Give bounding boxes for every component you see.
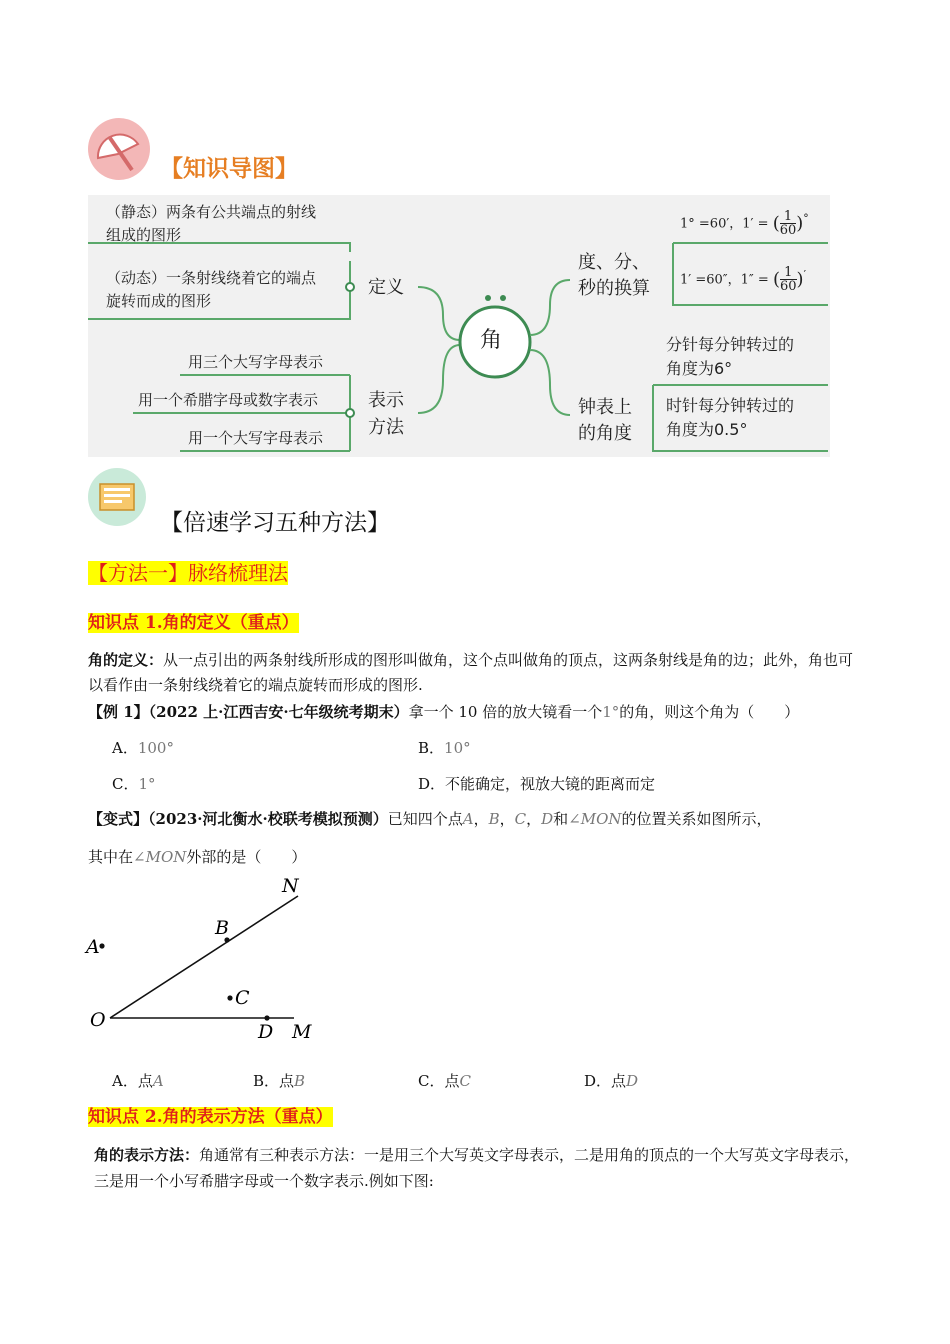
label-c: C xyxy=(235,987,250,1009)
kp2-heading: 知识点 2.角的表示方法（重点） xyxy=(88,1107,333,1127)
kp1-heading: 知识点 1.角的定义（重点） xyxy=(88,613,299,633)
point-d xyxy=(264,1015,269,1020)
angle-figure xyxy=(80,872,340,1047)
def-dynamic-line1: （动态）一条射线绕着它的端点 xyxy=(106,269,317,287)
example1-option-b: B．10° xyxy=(418,739,471,757)
label-n: N xyxy=(282,875,299,897)
conv-formula-1: 1° =60′，1′ = ( $\frac{1}{60}$ )° xyxy=(680,209,809,239)
clock-hour-1: 时针每分钟转过的 xyxy=(666,396,795,415)
variant-question-line1: 【变式】（2023·河北衡水·校联考模拟预测）已知四个点A，B，C，D和∠MON的位置关系如图所示， xyxy=(88,810,772,828)
example1-option-c: C．1° xyxy=(112,775,156,793)
def-static-line2: 组成的图形 xyxy=(106,226,182,244)
protractor-badge-icon xyxy=(88,118,150,180)
method1-heading: 【方法一】脉络梳理法 xyxy=(88,561,288,585)
label-d: D xyxy=(258,1021,274,1043)
label-a: A xyxy=(86,936,100,958)
conv-label-1: 度、分、 xyxy=(578,252,650,273)
conv-formula-2: 1′ =60″，1″ = ( $\frac{1}{60}$ )′ xyxy=(680,265,807,295)
notebook-badge-icon xyxy=(88,468,146,526)
clock-minute-2: 角度为6° xyxy=(666,359,733,378)
repr-label-1: 表示 xyxy=(368,390,404,411)
variant-option-a: A．点A xyxy=(112,1072,164,1090)
clock-label-2: 的角度 xyxy=(578,423,632,444)
point-c xyxy=(227,995,232,1000)
label-b: B xyxy=(215,917,229,939)
repr-paragraph: 角的表示方法：角通常有三种表示方法：一是用三个大写英文字母表示，二是用角的顶点的一个大写英文字母表示，三是用一个小写希腊字母或一个数字表示.例如下图: xyxy=(94,1146,860,1190)
example1-option-d: D．不能确定，视放大镜的距离而定 xyxy=(418,775,656,793)
mindmap-center: 角 xyxy=(480,328,503,353)
repr-item-3: 用一个大写字母表示 xyxy=(188,429,324,447)
label-m: M xyxy=(292,1021,312,1043)
point-a xyxy=(99,943,104,948)
clock-minute-1: 分针每分钟转过的 xyxy=(666,335,795,354)
mindmap-heading: 【知识导图】 xyxy=(160,156,298,182)
definition-paragraph: 角的定义：从一点引出的两条射线所形成的图形叫做角，这个点叫做角的顶点，这两条射线是角的边；此外，角也可以看作由一条射线绕着它的端点旋转而形成的图形. xyxy=(88,651,854,694)
example1-question: 【例 1】（2022 上·江西吉安·七年级统考期末）拿一个 10 倍的放大镜看一个1°的角，则这个角为（ ） xyxy=(88,703,800,721)
variant-option-c: C．点C xyxy=(418,1072,471,1090)
example1-option-a: A．100° xyxy=(112,739,174,757)
knowledge-mindmap xyxy=(88,195,830,457)
def-label: 定义 xyxy=(368,277,404,298)
repr-item-1: 用三个大写字母表示 xyxy=(188,353,324,371)
conv-label-2: 秒的换算 xyxy=(578,278,650,299)
clock-hour-2: 角度为0.5° xyxy=(666,420,748,439)
methods-heading: 【倍速学习五种方法】 xyxy=(160,510,390,536)
variant-option-d: D．点D xyxy=(584,1072,639,1090)
def-dynamic-line2: 旋转而成的图形 xyxy=(106,292,212,310)
label-o: O xyxy=(90,1009,106,1031)
variant-question-line2: 其中在∠MON外部的是（ ） xyxy=(88,848,307,866)
repr-item-2: 用一个希腊字母或数字表示 xyxy=(138,391,319,409)
clock-label-1: 钟表上 xyxy=(578,397,632,418)
def-static-line1: （静态）两条有公共端点的射线 xyxy=(106,203,317,221)
repr-label-2: 方法 xyxy=(368,417,404,438)
variant-option-b: B．点B xyxy=(253,1072,306,1090)
ray-on xyxy=(110,896,298,1018)
